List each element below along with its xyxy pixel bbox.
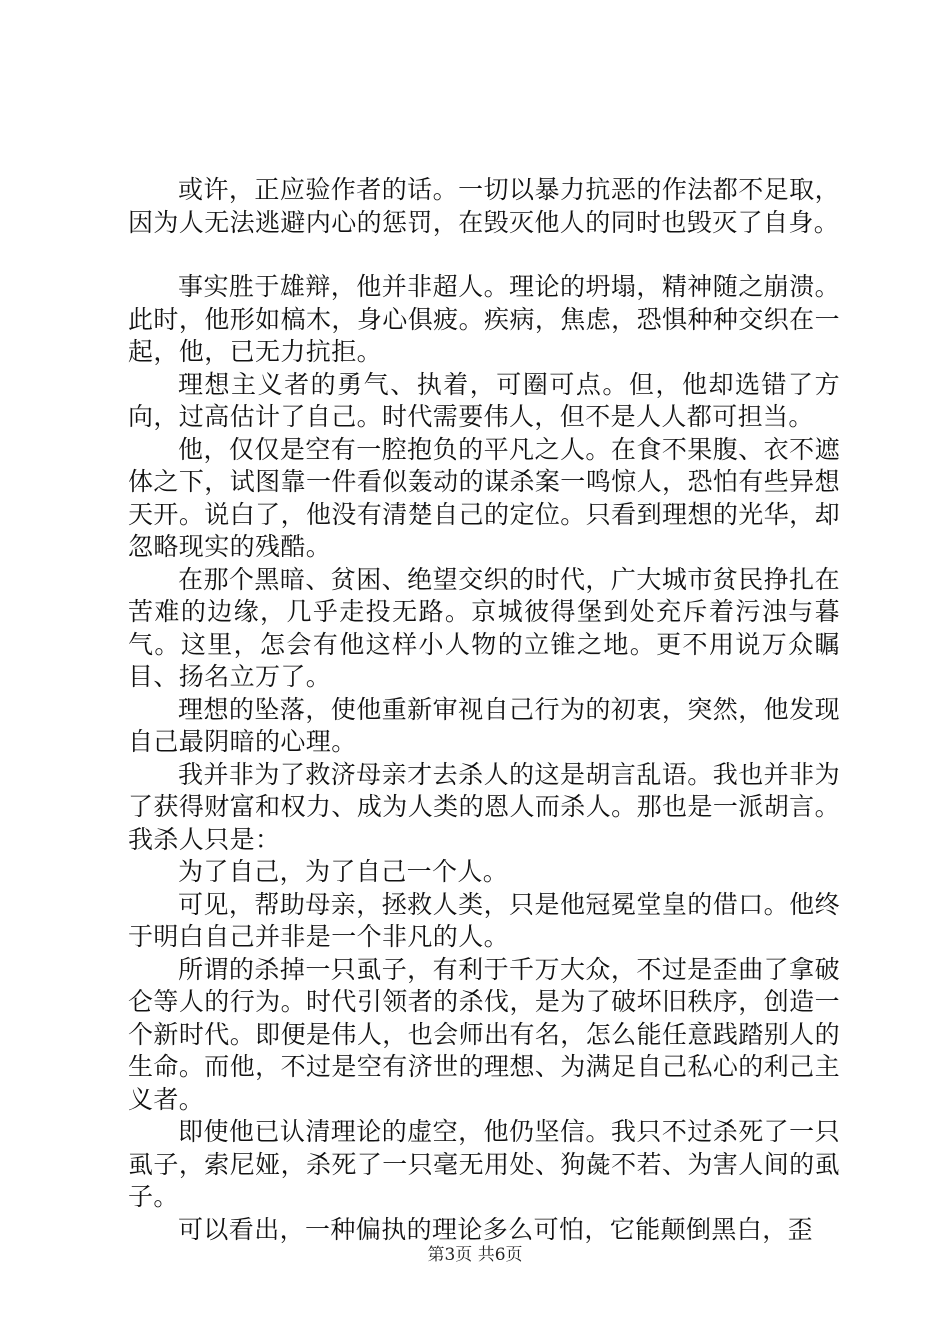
paragraph: 即使他已认清理论的虚空，他仍坚信。我只不过杀死了一只虱子，索尼娅，杀死了一只毫无用处、狗彘不若、为害人间的虱子。 bbox=[128, 1117, 840, 1211]
body-text bbox=[128, 174, 840, 1246]
paragraph: 为了自己，为了自己一个人。 bbox=[178, 857, 509, 886]
paragraph: 或许，正应验作者的话。一切以暴力抗恶的作法都不足取，因为人无法逃避内心的惩罚，在毁灭他人的同时也毁灭了自身。 bbox=[128, 175, 840, 237]
paragraph: 我并非为了救济母亲才去杀人的这是胡言乱语。我也并非为了获得财富和权力、成为人类的恩人而杀人。那也是一派胡言。我杀人只是： bbox=[128, 759, 840, 854]
paragraph: 理想的坠落，使他重新审视自己行为的初衷，突然，他发现自己最阴暗的心理。 bbox=[128, 694, 840, 756]
paragraph: 在那个黑暗、贫困、绝望交织的时代，广大城市贫民挣扎在苦难的边缘，几乎走投无路。京城彼得堡到处充斥着污浊与暮气。这里，怎会有他这样小人物的立锥之地。更不用说万众瞩目、扬名立万了。 bbox=[128, 564, 840, 691]
paragraph: 可以看出，一种偏执的理论多么可怕，它能颠倒黑白，歪 bbox=[178, 1214, 814, 1244]
paragraph: 他，仅仅是空有一腔抱负的平凡之人。在食不果腹、衣不遮体之下，试图靠一件看似轰动的谋杀案一鸣惊人，恐怕有些异想天开。说白了，他没有清楚自己的定位。只看到理想的光华，却忽略现实的残酷。 bbox=[128, 434, 840, 561]
paragraph: 事实胜于雄辩，他并非超人。理论的坍塌，精神随之崩溃。此时，他形如槁木，身心俱疲。疾病，焦虑，恐惧种种交织在一起，他，已无力抗拒。 bbox=[128, 272, 840, 366]
paragraph: 所谓的杀掉一只虱子，有利于千万大众，不过是歪曲了拿破仑等人的行为。时代引领者的杀伐，是为了破坏旧秩序，创造一个新时代。即便是伟人，也会师出有名，怎么能任意践踏别人的生命。而他，不过是空有济世的理想、为满足自己私心的利己主义者。 bbox=[128, 954, 840, 1114]
page-footer: 第3页 共6页 bbox=[427, 1245, 523, 1265]
paragraph: 理想主义者的勇气、执着，可圈可点。但，他却选错了方向，过高估计了自己。时代需要伟人，但不是人人都可担当。 bbox=[128, 369, 840, 431]
paragraph: 可见，帮助母亲，拯救人类，只是他冠冕堂皇的借口。他终于明白自己并非是一个非凡的人。 bbox=[128, 889, 840, 951]
